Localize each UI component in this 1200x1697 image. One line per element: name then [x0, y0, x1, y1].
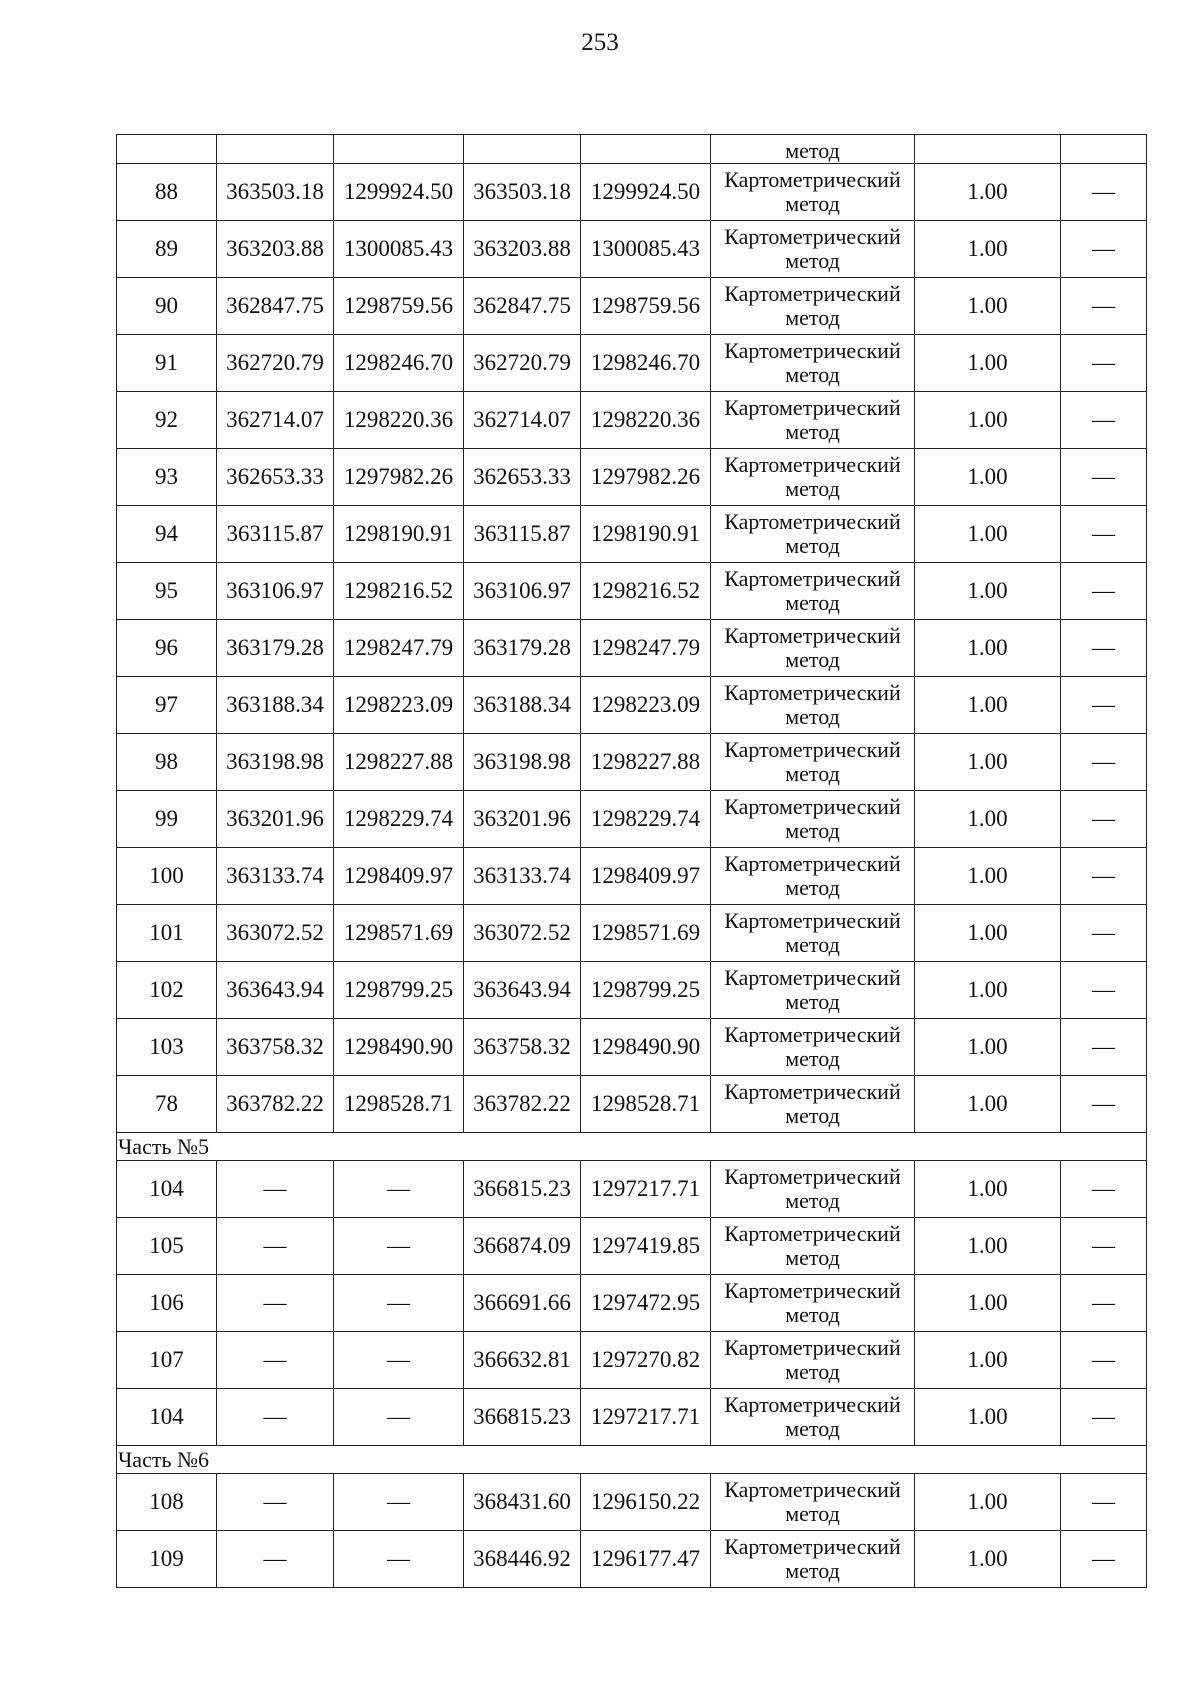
y-new-cell: 1298490.90 [581, 1019, 711, 1076]
x-old-cell: — [217, 1332, 334, 1389]
note-cell: — [1061, 221, 1147, 278]
section-header-row [117, 1446, 1147, 1474]
note-cell: — [1061, 791, 1147, 848]
x-old-cell: — [217, 1218, 334, 1275]
table-row [117, 164, 1147, 221]
y-old-cell: 1298229.74 [334, 791, 464, 848]
section-header-row [117, 1133, 1147, 1161]
x-new-cell: 363643.94 [464, 962, 581, 1019]
table-cell [581, 135, 711, 164]
method-line-1: Картометрический [724, 338, 901, 363]
table-row [117, 449, 1147, 506]
point-number-cell: 99 [117, 791, 217, 848]
y-new-cell: 1298759.56 [581, 278, 711, 335]
y-new-cell: 1297270.82 [581, 1332, 711, 1389]
x-new-cell: 363503.18 [464, 164, 581, 221]
y-new-cell: 1296150.22 [581, 1474, 711, 1531]
x-new-cell: 363198.98 [464, 734, 581, 791]
method-line-2: метод [785, 647, 840, 672]
y-new-cell: 1297217.71 [581, 1389, 711, 1446]
method-line-2: метод [785, 362, 840, 387]
y-new-cell: 1297217.71 [581, 1161, 711, 1218]
method-line-1: Картометрический [724, 566, 901, 591]
method-line-2: метод [785, 989, 840, 1014]
table-body [117, 135, 1147, 1588]
method-line-2: метод [785, 761, 840, 786]
method-line-2: метод [785, 1245, 840, 1270]
x-new-cell: 363201.96 [464, 791, 581, 848]
x-new-cell: 366815.23 [464, 1389, 581, 1446]
point-number-cell: 100 [117, 848, 217, 905]
method-cell [711, 791, 915, 848]
method-cell: метод [711, 135, 915, 164]
accuracy-cell: 1.00 [915, 734, 1061, 791]
table-row [117, 962, 1147, 1019]
method-line-1: Картометрический [724, 1278, 901, 1303]
y-old-cell: — [334, 1275, 464, 1332]
y-new-cell: 1298247.79 [581, 620, 711, 677]
method-cell [711, 1531, 915, 1588]
y-old-cell: — [334, 1161, 464, 1218]
method-line-2: метод [785, 875, 840, 900]
table-cell [464, 135, 581, 164]
accuracy-cell: 1.00 [915, 164, 1061, 221]
point-number-cell: 104 [117, 1161, 217, 1218]
accuracy-cell: 1.00 [915, 335, 1061, 392]
point-number-cell: 109 [117, 1531, 217, 1588]
accuracy-cell: 1.00 [915, 1019, 1061, 1076]
method-line-1: Картометрический [724, 1079, 901, 1104]
y-new-cell: 1297419.85 [581, 1218, 711, 1275]
method-line-1: Картометрический [724, 1164, 901, 1189]
method-line-2: метод [785, 932, 840, 957]
method-line-1: Картометрический [724, 224, 901, 249]
note-cell: — [1061, 677, 1147, 734]
table-cell [217, 135, 334, 164]
method-cell [711, 1332, 915, 1389]
y-old-cell: — [334, 1218, 464, 1275]
table-cell [117, 135, 217, 164]
method-line-2: метод [785, 1416, 840, 1441]
section-label: Часть №6 [117, 1446, 1147, 1474]
method-line-1: Картометрический [724, 1221, 901, 1246]
y-old-cell: — [334, 1531, 464, 1588]
point-number-cell: 103 [117, 1019, 217, 1076]
method-line-1: Картометрический [724, 167, 901, 192]
accuracy-cell: 1.00 [915, 1332, 1061, 1389]
note-cell: — [1061, 392, 1147, 449]
accuracy-cell: 1.00 [915, 221, 1061, 278]
x-old-cell: 363072.52 [217, 905, 334, 962]
method-cell [711, 449, 915, 506]
y-old-cell: 1298246.70 [334, 335, 464, 392]
method-line-1: Картометрический [724, 509, 901, 534]
table-cell [334, 135, 464, 164]
y-new-cell: 1298227.88 [581, 734, 711, 791]
method-cell [711, 1275, 915, 1332]
y-old-cell: 1298223.09 [334, 677, 464, 734]
x-old-cell: 363179.28 [217, 620, 334, 677]
table-row [117, 1332, 1147, 1389]
y-old-cell: 1299924.50 [334, 164, 464, 221]
x-new-cell: 363115.87 [464, 506, 581, 563]
table-row [117, 1218, 1147, 1275]
point-number-cell: 89 [117, 221, 217, 278]
table-cell [915, 135, 1061, 164]
x-new-cell: 363758.32 [464, 1019, 581, 1076]
method-line-2: метод [785, 1103, 840, 1128]
y-new-cell: 1298190.91 [581, 506, 711, 563]
point-number-cell: 78 [117, 1076, 217, 1133]
method-cell [711, 1076, 915, 1133]
method-line-1: Картометрический [724, 794, 901, 819]
x-old-cell: — [217, 1389, 334, 1446]
y-old-cell: 1298190.91 [334, 506, 464, 563]
point-number-cell: 92 [117, 392, 217, 449]
x-old-cell: — [217, 1474, 334, 1531]
table-row [117, 1531, 1147, 1588]
method-cell [711, 164, 915, 221]
x-old-cell: 362847.75 [217, 278, 334, 335]
method-cell [711, 506, 915, 563]
note-cell: — [1061, 1474, 1147, 1531]
method-cell [711, 848, 915, 905]
table-row [117, 1474, 1147, 1531]
note-cell: — [1061, 734, 1147, 791]
accuracy-cell: 1.00 [915, 278, 1061, 335]
note-cell: — [1061, 1531, 1147, 1588]
point-number-cell: 90 [117, 278, 217, 335]
table-row [117, 791, 1147, 848]
point-number-cell: 98 [117, 734, 217, 791]
method-cell [711, 962, 915, 1019]
point-number-cell: 102 [117, 962, 217, 1019]
point-number-cell: 107 [117, 1332, 217, 1389]
method-cell [711, 221, 915, 278]
accuracy-cell: 1.00 [915, 1076, 1061, 1133]
method-line-1: Картометрический [724, 452, 901, 477]
y-new-cell: 1297982.26 [581, 449, 711, 506]
point-number-cell: 104 [117, 1389, 217, 1446]
x-new-cell: 363106.97 [464, 563, 581, 620]
y-old-cell: 1297982.26 [334, 449, 464, 506]
accuracy-cell: 1.00 [915, 392, 1061, 449]
y-new-cell: 1296177.47 [581, 1531, 711, 1588]
x-old-cell: — [217, 1161, 334, 1218]
x-new-cell: 362653.33 [464, 449, 581, 506]
point-number-cell: 106 [117, 1275, 217, 1332]
method-cell [711, 620, 915, 677]
y-old-cell: 1298216.52 [334, 563, 464, 620]
point-number-cell: 95 [117, 563, 217, 620]
point-number-cell: 88 [117, 164, 217, 221]
note-cell: — [1061, 1161, 1147, 1218]
x-old-cell: 363198.98 [217, 734, 334, 791]
accuracy-cell: 1.00 [915, 1161, 1061, 1218]
y-old-cell: — [334, 1474, 464, 1531]
x-old-cell: 363503.18 [217, 164, 334, 221]
x-new-cell: 366815.23 [464, 1161, 581, 1218]
method-line-2: метод [785, 1046, 840, 1071]
accuracy-cell: 1.00 [915, 449, 1061, 506]
point-number-cell: 101 [117, 905, 217, 962]
x-new-cell: 363782.22 [464, 1076, 581, 1133]
y-old-cell: 1298409.97 [334, 848, 464, 905]
x-old-cell: 363188.34 [217, 677, 334, 734]
y-new-cell: 1298216.52 [581, 563, 711, 620]
table-row [117, 848, 1147, 905]
table-row [117, 1275, 1147, 1332]
accuracy-cell: 1.00 [915, 1218, 1061, 1275]
note-cell: — [1061, 1076, 1147, 1133]
method-line-2: метод [785, 818, 840, 843]
method-line-1: Картометрический [724, 908, 901, 933]
method-line-2: метод [785, 1359, 840, 1384]
table-row [117, 1389, 1147, 1446]
x-new-cell: 368446.92 [464, 1531, 581, 1588]
x-old-cell: — [217, 1275, 334, 1332]
x-new-cell: 366874.09 [464, 1218, 581, 1275]
method-line-1: Картометрический [724, 623, 901, 648]
note-cell: — [1061, 449, 1147, 506]
accuracy-cell: 1.00 [915, 962, 1061, 1019]
x-new-cell: 366691.66 [464, 1275, 581, 1332]
point-number-cell: 93 [117, 449, 217, 506]
method-line-2: метод [785, 1302, 840, 1327]
x-old-cell: — [217, 1531, 334, 1588]
x-new-cell: 362720.79 [464, 335, 581, 392]
table-cell [1061, 135, 1147, 164]
method-line-1: Картометрический [724, 1022, 901, 1047]
method-line-2: метод [785, 419, 840, 444]
y-new-cell: 1300085.43 [581, 221, 711, 278]
note-cell: — [1061, 1275, 1147, 1332]
table-row [117, 278, 1147, 335]
method-line-2: метод [785, 305, 840, 330]
accuracy-cell: 1.00 [915, 1389, 1061, 1446]
y-old-cell: 1298799.25 [334, 962, 464, 1019]
x-old-cell: 362714.07 [217, 392, 334, 449]
y-old-cell: 1298759.56 [334, 278, 464, 335]
method-cell [711, 734, 915, 791]
x-old-cell: 363106.97 [217, 563, 334, 620]
y-old-cell: 1300085.43 [334, 221, 464, 278]
y-old-cell: — [334, 1332, 464, 1389]
x-old-cell: 362720.79 [217, 335, 334, 392]
x-new-cell: 363133.74 [464, 848, 581, 905]
method-cell [711, 1161, 915, 1218]
note-cell: — [1061, 1389, 1147, 1446]
note-cell: — [1061, 962, 1147, 1019]
note-cell: — [1061, 164, 1147, 221]
method-line-2: метод [785, 191, 840, 216]
accuracy-cell: 1.00 [915, 506, 1061, 563]
accuracy-cell: 1.00 [915, 1275, 1061, 1332]
continuation-row [117, 135, 1147, 164]
coordinates-table [116, 134, 1147, 1588]
x-old-cell: 363758.32 [217, 1019, 334, 1076]
table-row [117, 1161, 1147, 1218]
table-row [117, 563, 1147, 620]
note-cell: — [1061, 620, 1147, 677]
accuracy-cell: 1.00 [915, 1531, 1061, 1588]
point-number-cell: 96 [117, 620, 217, 677]
point-number-cell: 94 [117, 506, 217, 563]
y-new-cell: 1298571.69 [581, 905, 711, 962]
x-new-cell: 366632.81 [464, 1332, 581, 1389]
method-line-2: метод [785, 590, 840, 615]
x-old-cell: 363201.96 [217, 791, 334, 848]
x-new-cell: 363188.34 [464, 677, 581, 734]
method-line-2: метод [785, 476, 840, 501]
method-line-1: Картометрический [724, 1335, 901, 1360]
y-new-cell: 1299924.50 [581, 164, 711, 221]
section-label: Часть №5 [117, 1133, 1147, 1161]
point-number-cell: 91 [117, 335, 217, 392]
y-new-cell: 1298409.97 [581, 848, 711, 905]
point-number-cell: 97 [117, 677, 217, 734]
note-cell: — [1061, 506, 1147, 563]
method-cell [711, 905, 915, 962]
method-cell [711, 1474, 915, 1531]
method-cell [711, 563, 915, 620]
method-line-1: Картометрический [724, 1477, 901, 1502]
table-row [117, 221, 1147, 278]
method-cell [711, 1019, 915, 1076]
method-cell [711, 392, 915, 449]
y-new-cell: 1298246.70 [581, 335, 711, 392]
method-line-1: Картометрический [724, 1392, 901, 1417]
point-number-cell: 105 [117, 1218, 217, 1275]
table-row [117, 620, 1147, 677]
y-old-cell: 1298490.90 [334, 1019, 464, 1076]
x-new-cell: 368431.60 [464, 1474, 581, 1531]
method-line-2: метод [785, 704, 840, 729]
note-cell: — [1061, 278, 1147, 335]
x-old-cell: 363643.94 [217, 962, 334, 1019]
x-old-cell: 363782.22 [217, 1076, 334, 1133]
table-row [117, 1076, 1147, 1133]
y-old-cell: — [334, 1389, 464, 1446]
note-cell: — [1061, 335, 1147, 392]
method-line-1: Картометрический [724, 281, 901, 306]
method-line-2: метод [785, 1188, 840, 1213]
method-cell [711, 278, 915, 335]
table-row [117, 392, 1147, 449]
accuracy-cell: 1.00 [915, 905, 1061, 962]
page-number: 253 [581, 29, 619, 56]
method-line-2: метод [785, 248, 840, 273]
method-line-1: Картометрический [724, 737, 901, 762]
accuracy-cell: 1.00 [915, 1474, 1061, 1531]
method-line-2: метод [785, 1558, 840, 1583]
method-cell [711, 1389, 915, 1446]
table-row [117, 1019, 1147, 1076]
table-row [117, 677, 1147, 734]
note-cell: — [1061, 848, 1147, 905]
method-cell [711, 1218, 915, 1275]
point-number-cell: 108 [117, 1474, 217, 1531]
x-old-cell: 362653.33 [217, 449, 334, 506]
accuracy-cell: 1.00 [915, 677, 1061, 734]
method-line-1: Картометрический [724, 395, 901, 420]
method-line-1: Картометрический [724, 680, 901, 705]
method-line-2: метод [785, 533, 840, 558]
y-old-cell: 1298528.71 [334, 1076, 464, 1133]
x-old-cell: 363133.74 [217, 848, 334, 905]
method-cell [711, 335, 915, 392]
y-new-cell: 1298223.09 [581, 677, 711, 734]
note-cell: — [1061, 563, 1147, 620]
method-line-2: метод [785, 1501, 840, 1526]
table-row [117, 506, 1147, 563]
y-new-cell: 1297472.95 [581, 1275, 711, 1332]
accuracy-cell: 1.00 [915, 791, 1061, 848]
y-new-cell: 1298799.25 [581, 962, 711, 1019]
accuracy-cell: 1.00 [915, 563, 1061, 620]
method-line-1: Картометрический [724, 1534, 901, 1559]
accuracy-cell: 1.00 [915, 848, 1061, 905]
note-cell: — [1061, 1218, 1147, 1275]
method-cell [711, 677, 915, 734]
method-line-1: Картометрический [724, 851, 901, 876]
y-old-cell: 1298227.88 [334, 734, 464, 791]
x-new-cell: 363179.28 [464, 620, 581, 677]
x-new-cell: 362847.75 [464, 278, 581, 335]
x-new-cell: 363072.52 [464, 905, 581, 962]
x-new-cell: 362714.07 [464, 392, 581, 449]
table-row [117, 905, 1147, 962]
note-cell: — [1061, 1332, 1147, 1389]
y-old-cell: 1298220.36 [334, 392, 464, 449]
y-old-cell: 1298571.69 [334, 905, 464, 962]
x-old-cell: 363203.88 [217, 221, 334, 278]
y-new-cell: 1298528.71 [581, 1076, 711, 1133]
x-new-cell: 363203.88 [464, 221, 581, 278]
note-cell: — [1061, 905, 1147, 962]
note-cell: — [1061, 1019, 1147, 1076]
x-old-cell: 363115.87 [217, 506, 334, 563]
y-new-cell: 1298220.36 [581, 392, 711, 449]
accuracy-cell: 1.00 [915, 620, 1061, 677]
method-line-1: Картометрический [724, 965, 901, 990]
y-old-cell: 1298247.79 [334, 620, 464, 677]
table-row [117, 734, 1147, 791]
y-new-cell: 1298229.74 [581, 791, 711, 848]
table-row [117, 335, 1147, 392]
